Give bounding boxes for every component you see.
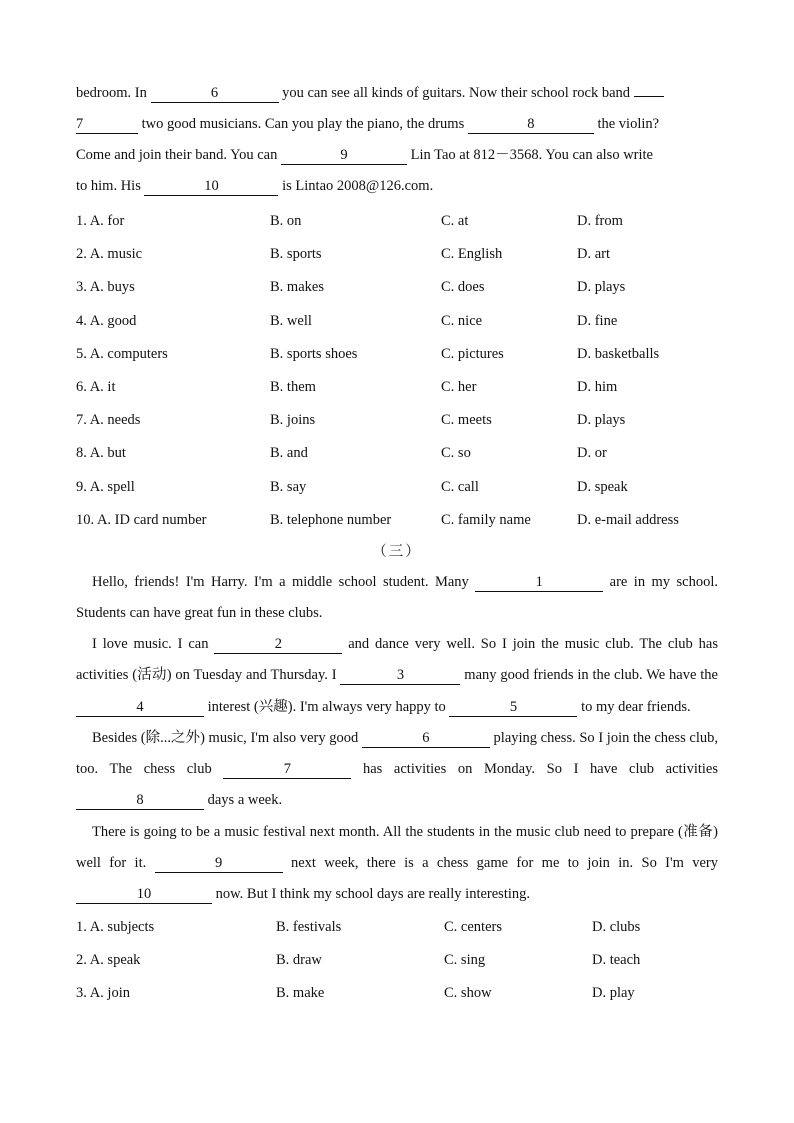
answer-blank-5: 5 — [449, 698, 577, 717]
question-options — [76, 404, 718, 437]
passage-line — [76, 171, 718, 202]
option-a[interactable]: 1. A. subjects — [76, 919, 155, 936]
option-a[interactable]: 1. A. for — [76, 213, 125, 229]
passage-text: now. But I think my school days are really interesting. — [212, 885, 530, 902]
options-list-three — [76, 911, 718, 1011]
passage-text: many good friends in the club. We have the — [460, 667, 718, 684]
option-c[interactable]: C. sing — [444, 952, 486, 969]
question-options — [76, 205, 718, 238]
passage-text: Besides (除...之外) music, I'm also very good — [92, 729, 362, 746]
option-d[interactable]: D. fine — [577, 312, 618, 329]
option-a[interactable]: 3. A. buys — [76, 279, 135, 296]
option-a[interactable]: 9. A. spell — [76, 478, 135, 495]
option-a[interactable]: 8. A. but — [76, 445, 126, 462]
answer-blank-2: 2 — [214, 635, 342, 654]
option-a[interactable]: 3. A. join — [76, 985, 130, 1002]
option-c[interactable]: C. pictures — [441, 345, 504, 362]
option-a[interactable]: 7. A. needs — [76, 412, 141, 429]
answer-blank-10: 10 — [76, 885, 212, 904]
passage-text: playing chess. So I join the chess club, too. The chess club — [76, 729, 719, 778]
option-c[interactable]: C. English — [441, 246, 503, 263]
option-d[interactable]: D. teach — [592, 952, 641, 969]
passage-paragraph — [76, 629, 718, 723]
passage-line — [76, 140, 718, 171]
option-a[interactable]: 2. A. speak — [76, 952, 141, 969]
option-c[interactable]: C. her — [441, 378, 477, 395]
option-b[interactable]: B. say — [270, 478, 307, 495]
passage-line — [76, 78, 718, 109]
option-c[interactable]: C. family name — [441, 511, 531, 528]
answer-blank-7-start — [634, 96, 664, 97]
passage-text: Hello, friends! I'm Harry. I'm a middle school student. Many — [92, 573, 476, 590]
options-list-two — [76, 205, 718, 537]
passage-paragraph — [76, 723, 718, 817]
answer-blank-8: 8 — [76, 791, 204, 810]
question-options — [76, 944, 718, 977]
passage-text: There is going to be a music festival next month. All the students in the music club need to prepare (准备) well for it. — [76, 823, 718, 871]
option-d[interactable]: D. e-mail address — [577, 511, 679, 528]
option-c[interactable]: C. centers — [444, 919, 502, 936]
option-d[interactable]: D. plays — [577, 412, 626, 429]
passage-text: Lin Tao at 812－3568. You can also write — [410, 147, 653, 163]
option-b[interactable]: B. and — [270, 445, 308, 462]
option-d[interactable]: D. him — [577, 378, 618, 395]
question-options — [76, 471, 718, 504]
answer-blank-9: 9 — [155, 854, 283, 873]
option-d[interactable]: D. plays — [577, 279, 626, 296]
question-options — [76, 238, 718, 271]
option-b[interactable]: B. telephone number — [270, 511, 392, 528]
question-options — [76, 977, 718, 1010]
answer-blank-1: 1 — [475, 573, 603, 592]
question-options — [76, 504, 718, 537]
passage-text: interest (兴趣). I'm always very happy to — [204, 698, 450, 715]
option-b[interactable]: B. sports shoes — [270, 345, 358, 362]
passage-text: days a week. — [204, 792, 283, 809]
option-b[interactable]: B. sports — [270, 246, 322, 263]
answer-blank-4: 4 — [76, 698, 204, 717]
section-title: （三） — [372, 543, 422, 560]
question-options — [76, 371, 718, 404]
answer-blank-10: 10 — [144, 177, 278, 196]
passage-text: to my dear friends. — [577, 698, 691, 715]
worksheet-page — [76, 78, 718, 1011]
answer-blank-3: 3 — [340, 666, 460, 685]
option-d[interactable]: D. from — [577, 213, 623, 229]
question-options — [76, 911, 718, 944]
option-d[interactable]: D. clubs — [592, 919, 641, 936]
option-a[interactable]: 6. A. it — [76, 378, 116, 395]
passage-text: to him. His — [76, 178, 145, 194]
option-d[interactable]: D. speak — [577, 478, 628, 495]
passage-three — [76, 567, 718, 910]
answer-blank-7: 7 — [76, 115, 138, 134]
passage-text: the violin? — [597, 116, 660, 132]
option-c[interactable]: C. nice — [441, 312, 483, 329]
option-c[interactable]: C. call — [441, 478, 479, 495]
passage-paragraph — [76, 567, 718, 629]
option-c[interactable]: C. meets — [441, 412, 492, 429]
passage-text: has activities on Monday. So I have club activities — [351, 761, 718, 778]
option-a[interactable]: 10. A. ID card number — [76, 511, 207, 528]
question-options — [76, 338, 718, 371]
option-a[interactable]: 5. A. computers — [76, 345, 168, 362]
question-options — [76, 271, 718, 304]
answer-blank-7: 7 — [223, 760, 351, 779]
question-options — [76, 305, 718, 338]
passage-text: next week, there is a chess game for me to join in. So I'm very — [282, 854, 718, 871]
option-a[interactable]: 2. A. music — [76, 246, 143, 263]
option-d[interactable]: D. art — [577, 246, 611, 263]
option-b[interactable]: B. festivals — [276, 919, 342, 936]
option-c[interactable]: C. so — [441, 445, 471, 462]
passage-text: two good musicians. Can you play the piano, the drums — [141, 116, 468, 132]
option-d[interactable]: D. or — [577, 445, 607, 462]
question-options — [76, 437, 718, 470]
passage-two — [76, 78, 718, 202]
option-c[interactable]: C. show — [444, 985, 492, 1002]
option-c[interactable]: C. at — [441, 213, 469, 229]
answer-blank-9: 9 — [281, 146, 407, 165]
passage-text: Come and join their band. You can — [76, 147, 281, 163]
option-b[interactable]: B. them — [270, 378, 316, 395]
option-b[interactable]: B. makes — [270, 279, 324, 296]
passage-text: you can see all kinds of guitars. Now their school rock band — [282, 85, 634, 101]
answer-blank-6: 6 — [151, 84, 279, 103]
option-d[interactable]: D. play — [592, 985, 635, 1002]
passage-text: and dance very well. So I join the music club. The club has activities (活动) on Tuesday and Thursday. I — [76, 636, 718, 684]
option-c[interactable]: C. does — [441, 279, 485, 296]
passage-text: is Lintao 2008@126.com. — [282, 178, 434, 194]
option-b[interactable]: B. on — [270, 213, 302, 229]
option-b[interactable]: B. well — [270, 312, 312, 329]
passage-line — [76, 109, 718, 140]
passage-text: bedroom. In — [76, 85, 151, 101]
option-b[interactable]: B. draw — [276, 952, 322, 969]
passage-text: are in my school. Students can have great fun in these clubs. — [76, 573, 718, 622]
passage-text: I love music. I can — [92, 636, 215, 653]
option-b[interactable]: B. make — [276, 985, 325, 1002]
option-b[interactable]: B. joins — [270, 412, 316, 429]
option-a[interactable]: 4. A. good — [76, 312, 137, 329]
option-d[interactable]: D. basketballs — [577, 345, 660, 362]
passage-paragraph — [76, 817, 718, 911]
answer-blank-8: 8 — [468, 115, 594, 134]
answer-blank-6: 6 — [362, 729, 490, 748]
